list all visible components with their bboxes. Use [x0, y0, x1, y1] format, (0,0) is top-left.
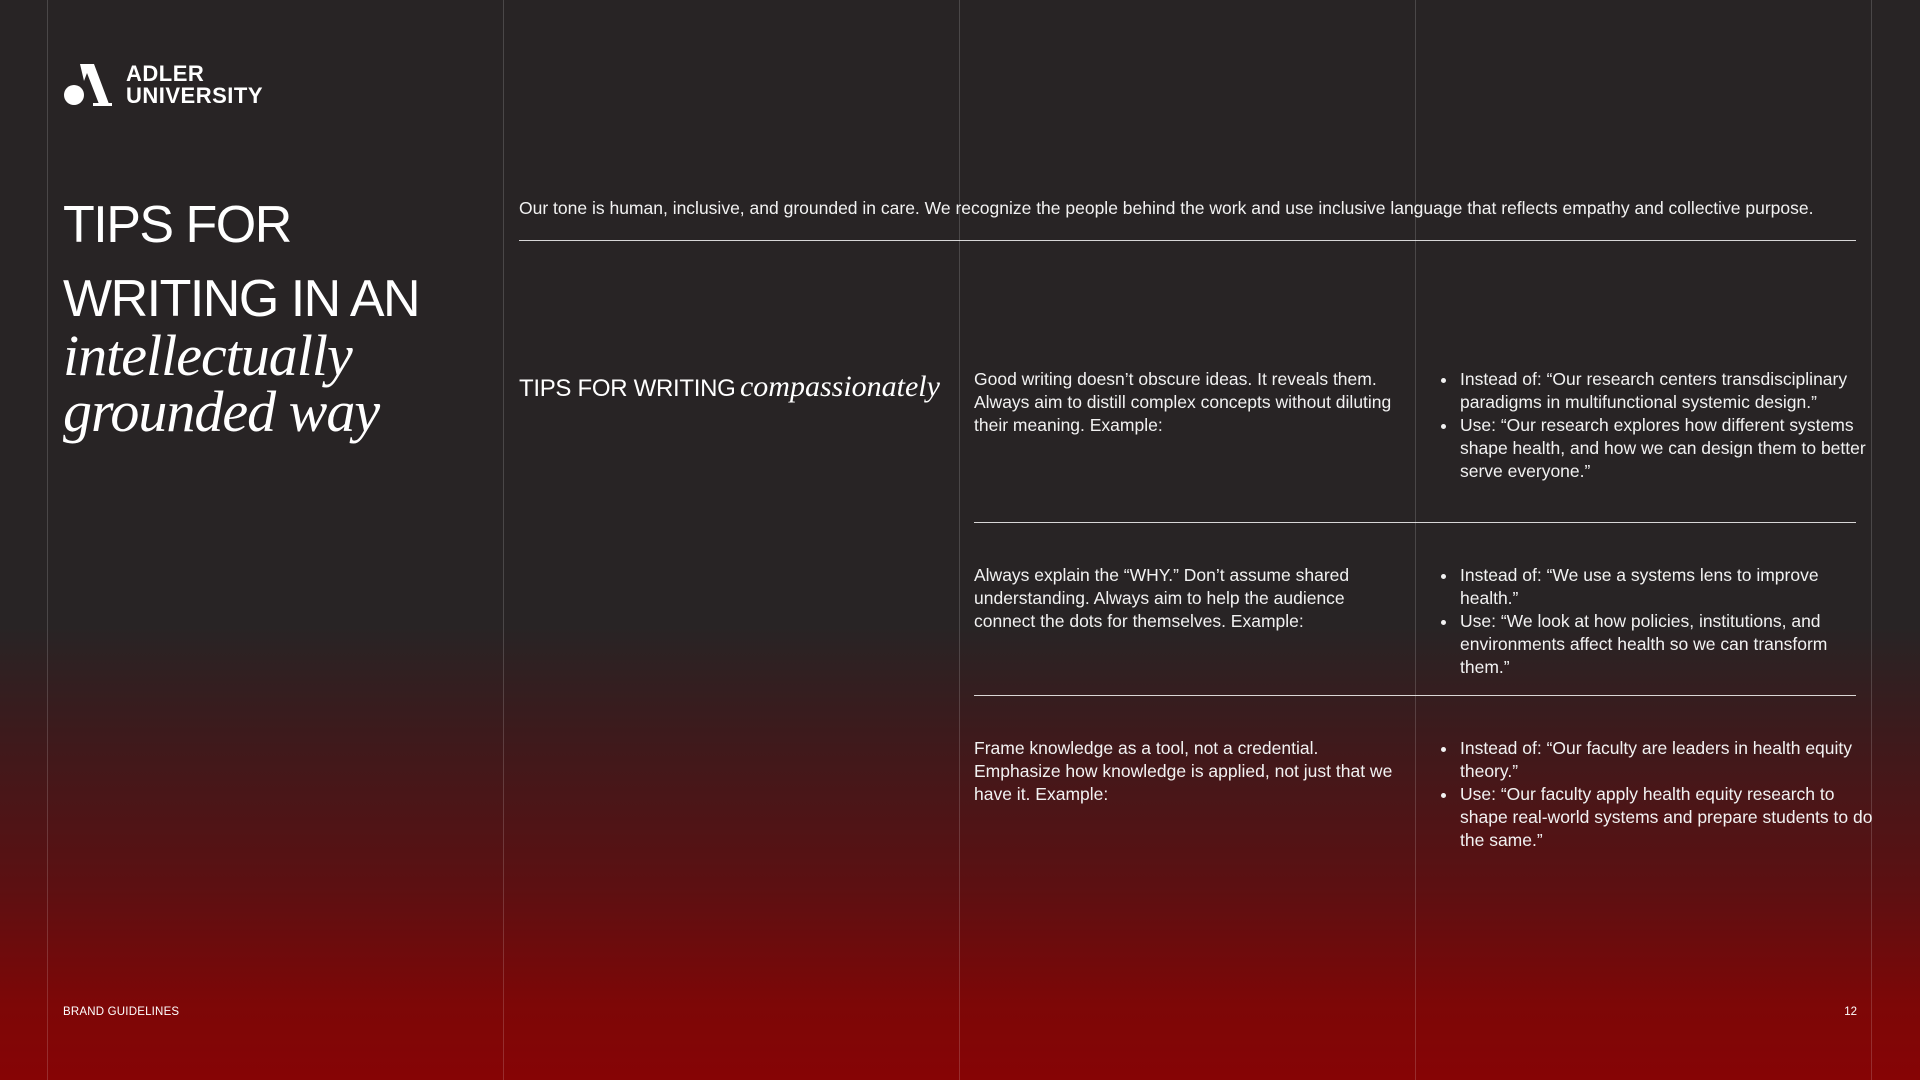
tip-instead-of: • Instead of: “Our faculty are leaders in health equity theory.”: [1458, 737, 1878, 783]
divider: [519, 240, 1856, 241]
tip-description: Always explain the “WHY.” Don’t assume shared understanding. Always aim to help the audience connect the dots for themselves. Example:: [974, 565, 1350, 631]
title-line-2: WRITING IN AN: [63, 270, 420, 328]
tip-instead-of: • Instead of: “Our research centers transdisciplinary paradigms in multifunctional systemic design.”: [1458, 368, 1878, 414]
title-line-1: TIPS FOR: [63, 196, 291, 254]
adler-a-mark-icon: [63, 63, 113, 107]
brand-wordmark-line2: UNIVERSITY: [126, 83, 264, 108]
tip-use: • Use: “Our faculty apply health equity research to shape real-world systems and prepare students to do the same.”: [1458, 783, 1878, 852]
title-italic-line-2: grounded way: [63, 379, 380, 444]
footer-label: BRAND GUIDELINES: [63, 1006, 180, 1018]
tip-example-list: [1438, 737, 1878, 852]
tip-use: • Use: “Our research explores how different systems shape health, and how we can design them to better serve everyone.”: [1458, 414, 1878, 483]
grid-line: [503, 0, 504, 1080]
divider: [974, 695, 1856, 696]
grid-line: [959, 0, 960, 1080]
tip-use: • Use: “We look at how policies, institutions, and environments affect health so we can transform them.”: [1458, 610, 1878, 679]
page-title: [63, 196, 483, 444]
tip-description: Frame knowledge as a tool, not a credential. Emphasize how knowledge is applied, not just that we have it. Example:: [974, 738, 1393, 804]
tip-example-list: [1438, 564, 1878, 679]
tip-instead-of: • Instead of: “We use a systems lens to improve health.”: [1458, 564, 1878, 610]
divider: [974, 522, 1856, 523]
grid-line: [1871, 0, 1872, 1080]
tip-description: Good writing doesn’t obscure ideas. It reveals them. Always aim to distill complex concepts without diluting their meaning. Example:: [974, 369, 1392, 435]
section-heading: [519, 370, 949, 404]
section-heading-plain: TIPS FOR WRITING: [519, 375, 736, 402]
grid-line: [47, 0, 48, 1080]
intro-text: Our tone is human, inclusive, and grounded in care. We recognize the people behind the work and use inclusive language that reflects empathy and collective purpose.: [519, 198, 1814, 218]
brand-wordmark: [126, 63, 263, 107]
title-italic-line-1: intellectually: [63, 323, 352, 388]
grid-line: [1415, 0, 1416, 1080]
brand-logo: [63, 63, 263, 107]
brand-wordmark-line1: ADLER: [126, 61, 205, 86]
page-number: 12: [1844, 1006, 1857, 1018]
section-heading-italic: compassionately: [739, 370, 940, 403]
tip-example-list: [1438, 368, 1878, 483]
